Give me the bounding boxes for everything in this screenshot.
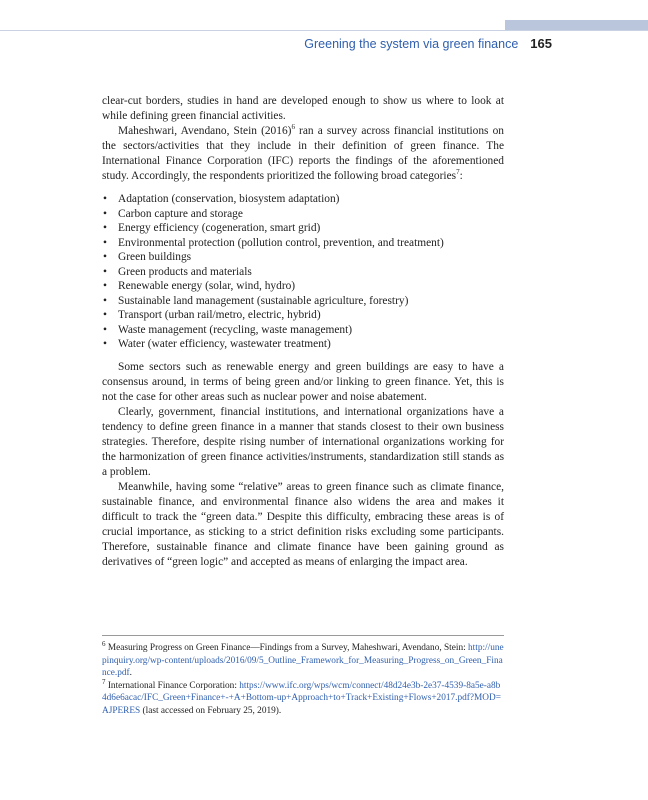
- list-item-text: Environmental protection (pollution control, prevention, and treatment): [118, 236, 444, 249]
- list-item: [102, 337, 504, 352]
- footnote-7-end: (last accessed on February 25, 2019).: [140, 705, 282, 716]
- list-item: [102, 192, 504, 207]
- footnote-6-link[interactable]: http://unepinquiry.org/wp-content/uploads/2016/09/5_Outline_Framework_for_Measuring_Progress_on_Green_Finance.pdf: [102, 643, 504, 679]
- running-head: [304, 36, 552, 52]
- list-item-text: Adaptation (conservation, biosystem adaptation): [118, 193, 340, 205]
- list-item: [102, 308, 504, 323]
- footnote-7-link[interactable]: https://www.ifc.org/wps/wcm/connect/48d24e3b-2e37-4539-8a5e-a8b4d6e6acac/IFC_Green+Finance+-+A+Bottom-up+Approach+to+Track+Existing+Flows+2017.pdf?MOD=AJPERES: [102, 680, 501, 716]
- paragraph-2-rest: ran a survey across financial institutions on the sectors/activities that they include in their definition of green finance. The International Finance Corporation (IFC) reports the findings of the aforementioned study. Accordingly, the respondents prioritized the following broad categories: [102, 125, 504, 182]
- list-item-text: Water (water efficiency, wastewater treatment): [118, 338, 331, 350]
- bullet-icon: •: [103, 294, 107, 307]
- paragraph-2-text: Maheshwari, Avendano, Stein (2016): [118, 125, 292, 137]
- bullet-icon: •: [103, 251, 107, 263]
- footnote-ref-7[interactable]: 7: [456, 168, 460, 177]
- paragraph-1: clear-cut borders, studies in hand are developed enough to show us where to look at while defining green financial activities.: [102, 95, 504, 122]
- list-item-text: Sustainable land management (sustainable agriculture, forestry): [118, 294, 409, 307]
- list-item: [102, 207, 504, 222]
- list-item-text: Transport (urban rail/metro, electric, hybrid): [118, 309, 321, 321]
- paragraph-3: Some sectors such as renewable energy and green buildings are easy to have a consensus around, in terms of being green and/or linking to green finance. Yet, this is not the case for other areas such as nuclear power and noise abatement.: [102, 360, 504, 403]
- bullet-icon: •: [103, 280, 107, 292]
- footnote-7-text: International Finance Corporation:: [105, 680, 240, 691]
- list-item-text: Green buildings: [118, 251, 192, 263]
- bullet-icon: •: [103, 323, 107, 336]
- bullet-icon: •: [103, 236, 107, 249]
- page-number: 165: [530, 36, 552, 51]
- bullet-icon: •: [103, 309, 107, 321]
- footnote-6-marker: 6: [102, 639, 106, 648]
- paragraph-5: Meanwhile, having some “relative” areas to green finance such as climate finance, sustainable finance, and environmental finance also widens the area and makes it difficult to track the “green data.” Despite this difficulty, embracing these areas is of crucial importance, as sticking to a strict definition risks excluding some participants. Therefore, sustainable finance and climate finance have been gaining ground as derivatives of “green logic” and accepted as means of enlarging the impact area.: [102, 480, 504, 568]
- footnote-6-text: Measuring Progress on Green Finance—Findings from a Survey, Maheshwari, Avendano, Stein:: [105, 643, 469, 653]
- paragraph-4: Clearly, government, financial institutions, and international organizations have a tendency to define green finance in a manner that stands closest to their own business strategies. Therefore, despite rising number of international organizations working for the harmonization of green finance activities/instruments, standardization still stands as a problem.: [102, 405, 504, 478]
- list-item: [102, 294, 504, 309]
- footnotes: [102, 639, 504, 718]
- list-item: [102, 265, 504, 280]
- list-item: [102, 279, 504, 294]
- running-title: Greening the system via green finance: [304, 37, 519, 51]
- list-item-text: Carbon capture and storage: [118, 207, 243, 220]
- list-item-text: Energy efficiency (cogeneration, smart grid): [118, 222, 321, 234]
- bullet-icon: •: [103, 207, 107, 220]
- category-list: [102, 192, 504, 352]
- list-item-text: Green products and materials: [118, 265, 252, 278]
- header-rule: [0, 30, 648, 31]
- list-item: [102, 221, 504, 236]
- list-item: [102, 236, 504, 251]
- bullet-icon: •: [103, 338, 107, 350]
- bullet-icon: •: [103, 265, 107, 278]
- list-item: [102, 323, 504, 338]
- bullet-icon: •: [103, 222, 107, 234]
- list-item-text: Waste management (recycling, waste management): [118, 323, 353, 336]
- footnote-7-marker: 7: [102, 677, 106, 686]
- footnote-divider: [102, 635, 504, 636]
- footnote-7: [102, 677, 504, 718]
- paragraph-2: [102, 124, 504, 184]
- footnote-6-end: .: [129, 668, 132, 679]
- footnote-6: [102, 639, 504, 680]
- footnote-ref-6[interactable]: 6: [291, 123, 295, 132]
- body-text: [102, 94, 504, 570]
- list-item: [102, 250, 504, 265]
- bullet-icon: •: [103, 193, 107, 205]
- list-item-text: Renewable energy (solar, wind, hydro): [118, 280, 296, 292]
- paragraph-2-end: :: [459, 170, 463, 182]
